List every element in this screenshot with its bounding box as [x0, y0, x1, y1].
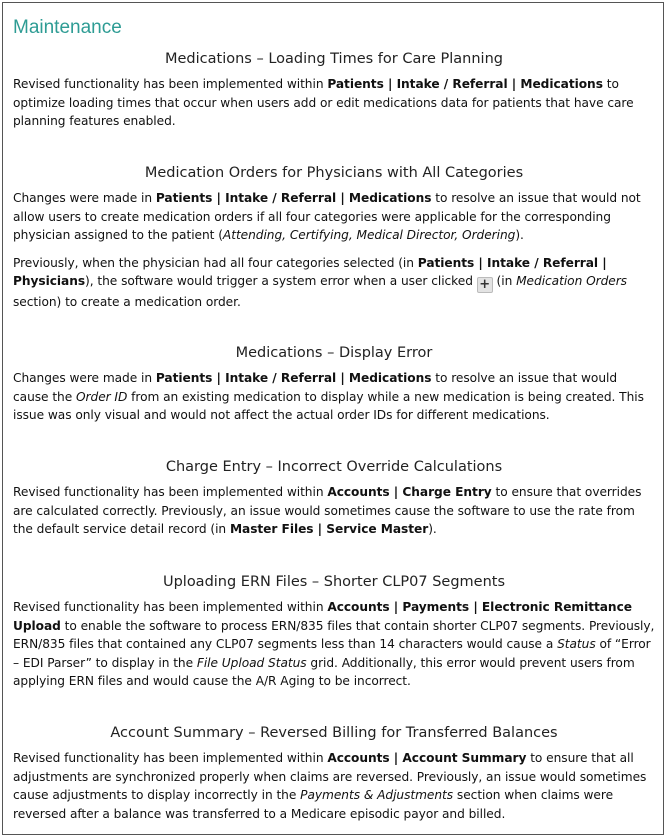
- text-run: to resolve an issue that would not allow users to create medication orders if all four categories were applicable for the corresponding physician assigned to the patient (: [13, 191, 641, 242]
- menu-path: Patients | Intake / Referral | Medications: [327, 77, 603, 91]
- document-page: [2, 2, 664, 835]
- text-run: ).: [428, 522, 437, 536]
- text-run: section) to create a medication order.: [13, 295, 241, 309]
- section-title: Medication Orders for Physicians with All Categories: [144, 165, 524, 181]
- section-medications-loading-times: [13, 51, 655, 140]
- section-medication-orders: [13, 165, 655, 321]
- text-run: Changes were made in: [13, 371, 156, 385]
- text-run: to resolve an issue that would cause the: [13, 371, 618, 404]
- category-list: Attending, Certifying, Medical Director, Ordering: [222, 228, 516, 242]
- add-icon: +: [477, 277, 493, 293]
- text-run: Revised functionality has been implemented within: [13, 77, 328, 91]
- section-title: Medications – Display Error: [235, 345, 433, 361]
- section-paragraph: [13, 369, 655, 425]
- section-uploading-ern-files: [13, 574, 655, 700]
- text-run: to enable the software to process ERN/835 files that contain shorter CLP07 segments. Previously, ERN/835 files that contained any CLP07 segments less than 14 characters would cause a: [13, 618, 655, 651]
- text-run: to ensure that overrides are calculated correctly. Previously, an issue would sometimes cause the software to use the rate from the default service detail record (in: [13, 485, 642, 536]
- field-name: Status: [557, 637, 596, 651]
- menu-path: Accounts | Payments | Electronic Remittance Upload: [13, 600, 632, 633]
- page-heading: Maintenance: [13, 17, 122, 38]
- menu-path: Patients | Intake / Referral | Medications: [155, 191, 432, 205]
- text-run: Revised functionality has been implemented within: [13, 485, 328, 499]
- text-run: to ensure that all adjustments are synchronized properly when claims are reversed. Previously, an issue would sometimes cause adjustments to display incorrectly in the: [13, 751, 647, 802]
- section-title: Account Summary – Reversed Billing for Transferred Balances: [110, 725, 558, 741]
- menu-path: Patients | Intake / Referral | Medications: [155, 371, 432, 385]
- section-name: Payments & Adjustments: [300, 788, 454, 802]
- text-run: Changes were made in: [13, 191, 156, 205]
- text-run: Previously, when the physician had all four categories selected (in: [13, 255, 418, 270]
- text-run: ).: [515, 228, 524, 242]
- menu-path: Accounts | Account Summary: [327, 751, 527, 765]
- field-name: Order ID: [76, 389, 128, 404]
- menu-path: Master Files | Service Master: [229, 522, 429, 536]
- section-paragraph: [13, 189, 655, 245]
- section-title: Medications – Loading Times for Care Planning: [165, 51, 503, 67]
- text-run: grid. Additionally, this error would prevent users from applying ERN files and would cause the A/R Aging to be incorrect.: [13, 655, 635, 688]
- section-paragraph: [13, 75, 655, 131]
- text-run: of “Error – EDI Parser” to display in the: [13, 637, 651, 670]
- section-charge-entry: [13, 459, 655, 548]
- section-paragraph: [13, 254, 655, 312]
- text-run: (in: [492, 274, 517, 288]
- section-account-summary: [13, 725, 655, 832]
- grid-name: File Upload Status: [196, 655, 307, 670]
- text-run: to optimize loading times that occur when users add or edit medications data for patients that have care planning features enabled.: [13, 77, 634, 128]
- section-paragraph: [13, 483, 655, 539]
- section-paragraph: [13, 749, 655, 823]
- menu-path: Patients | Intake / Referral | Physicians: [13, 255, 607, 288]
- text-run: ), the software would trigger a system error when a user clicked: [85, 274, 477, 288]
- text-run: Revised functionality has been implemented within: [13, 600, 328, 614]
- section-medications-display-error: [13, 345, 655, 434]
- menu-path: Accounts | Charge Entry: [327, 485, 492, 499]
- text-run: Revised functionality has been implemented within: [13, 751, 328, 765]
- text-run: from an existing medication to display while a new medication is being created. This issue was only visual and would not affect the actual order IDs for different medications.: [13, 389, 644, 422]
- section-title: Uploading ERN Files – Shorter CLP07 Segments: [162, 574, 506, 590]
- section-paragraph: [13, 598, 655, 691]
- section-name: Medication Orders: [516, 274, 627, 288]
- section-title: Charge Entry – Incorrect Override Calculations: [165, 459, 503, 475]
- text-run: section when claims were reversed after a balance was transferred to a Medicare episodic payor and billed.: [13, 788, 614, 821]
